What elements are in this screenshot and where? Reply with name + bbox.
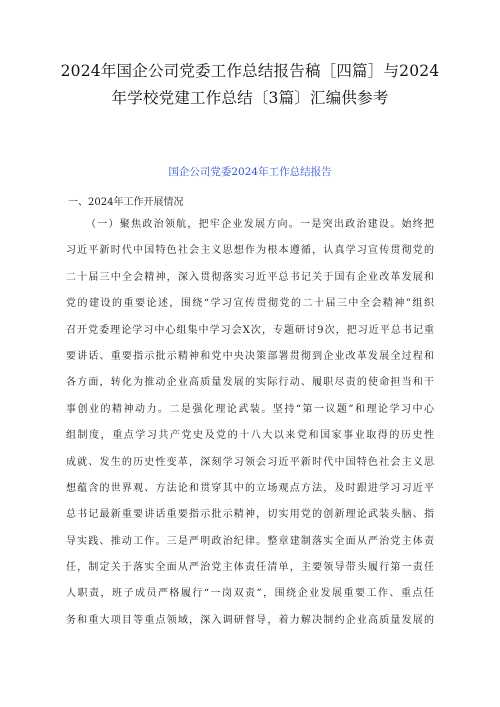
section-title: 国企公司党委2024年工作总结报告: [168, 166, 332, 178]
body-line: 导实践、推动工作。三是严明政治纪律。整章建制落实全面从严治党主体责: [66, 535, 434, 547]
body-line: 成就、发生的历史性变革，深刻学习领会习近平新时代中国特色社会主义思: [66, 456, 434, 468]
body-line: 二十届三中全会精神，深入贯彻落实习近平总书记关于国有企业改革发展和: [66, 271, 434, 283]
document-title-line-1: 2024年国企公司党委工作总结报告稿［四篇］与2024: [60, 62, 440, 80]
body-line: 组制度，重点学习共产党史及党的十八大以来党和国家事业取得的历史性: [66, 430, 434, 442]
body-line: （一）聚焦政治领航，把牢企业发展方向。一是突出政治建设。始终把: [86, 219, 434, 230]
document-title-line-2: 年学校党建工作总结〔3篇〕汇编供参考: [111, 89, 389, 107]
body-line: 习近平新时代中国特色社会主义思想作为根本遵循，认真学习宣传贯彻党的: [66, 245, 434, 257]
document-title: [40, 58, 460, 112]
section-heading: 一、2024年工作开展情况: [68, 197, 184, 208]
body-line: 任，制定关于落实全面从严治党主体责任清单，主要领导带头履行第一责任: [66, 562, 434, 574]
body-line: 党的建设的重要论述，围绕“学习宣传贯彻党的二十届三中全会精神”组织: [66, 298, 434, 310]
body-line: 总书记最新重要讲话重要指示批示精神，切实用党的创新理论武装头脑、指: [66, 509, 434, 521]
body-paragraph: [66, 212, 434, 634]
body-line: 各方面，转化为推动企业高质量发展的实际行动、履职尽责的使命担当和干: [66, 377, 434, 389]
body-line: 召开党委理论学习中心组集中学习会X次，专题研讨9次，把习近平总书记重: [66, 324, 434, 336]
body-line: 务和重大项目等重点领域，深入调研督导，着力解决制约企业高质量发展的: [66, 614, 434, 626]
body-line: 事创业的精神动力。二是强化理论武装。坚持“第一议题”和理论学习中心: [66, 403, 434, 415]
body-line: 人职责，班子成员严格履行“一岗双责”，围绕企业发展重要工作、重点任: [66, 588, 434, 600]
body-line: 想蕴含的世界观、方法论和贯穿其中的立场观点方法，及时跟进学习习近平: [66, 482, 434, 494]
body-line: 要讲话、重要指示批示精神和党中央决策部署贯彻到企业改革发展全过程和: [66, 350, 434, 362]
